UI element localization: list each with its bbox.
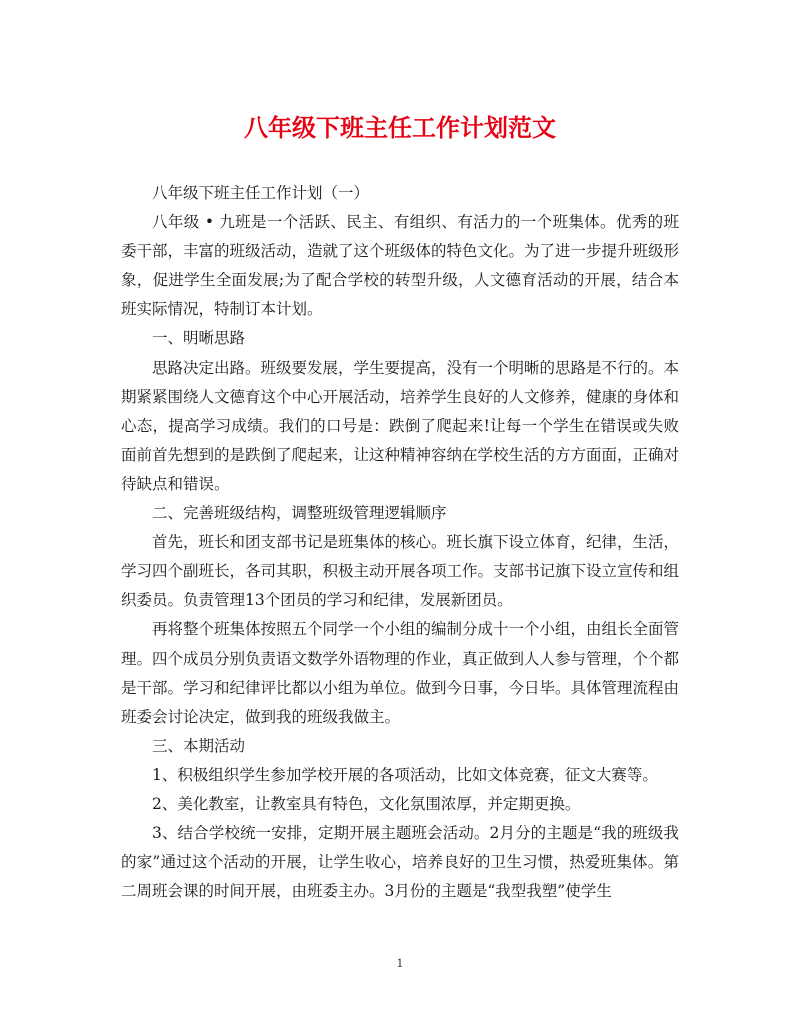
- activity-item-3: 3、结合学校统一安排，定期开展主题班会活动。2月分的主题是“我的班级我的家”通过这个活动的开展，让学生收心，培养良好的卫生习惯，热爱班集体。第二周班会课的时间开展，由班委主办。3月份的主题是“我型我塑”使学生: [121, 824, 679, 901]
- heading-activities: 三、本期活动: [152, 736, 246, 755]
- heading-clear-ideas: 一、明晰思路: [152, 329, 246, 348]
- activity-item-2: 2、美化教室，让教室具有特色，文化氛围浓厚，并定期更换。: [152, 794, 581, 813]
- paragraph-groups: 再将整个班集体按照五个同学一个小组的编制分成十一个小组，由组长全面管理。四个成员分别负责语文数学外语物理的作业，真正做到人人参与管理，个个都是干部。学习和纪律评比都以小组为单位。做到今日事，今日毕。具体管理流程由班委会讨论决定，做到我的班级我做主。: [121, 620, 680, 726]
- heading-class-structure: 二、完善班级结构，调整班级管理逻辑顺序: [152, 504, 447, 523]
- page-number: 1: [396, 957, 404, 970]
- intro-paragraph: 八年级 • 九班是一个活跃、民主、有组织、有活力的一个班集体。优秀的班委干部，丰富的班级活动，造就了这个班级体的特色文化。为了进一步提升班级形象，促进学生全面发展;为了配合学校的转型升级，人文德育活动的开展，结合本班实际情况，特制订本计划。: [121, 213, 680, 319]
- document-title: 八年级下班主任工作计划范文: [244, 113, 556, 142]
- section-title: 八年级下班主任工作计划（一）: [152, 184, 370, 202]
- paragraph-ideas: 思路决定出路。班级要发展，学生要提高，没有一个明晰的思路是不行的。本期紧紧围绕人文德育这个中心开展活动，培养学生良好的人文修养，健康的身体和心态，提高学习成绩。我们的口号是：跌倒了爬起来!让每一个学生在错误或失败面前首先想到的是跌倒了爬起来，让这种精神容纳在学校生活的方方面面，正确对待缺点和错误。: [121, 358, 680, 493]
- paragraph-class-leaders: 首先，班长和团支部书记是班集体的核心。班长旗下设立体育，纪律，生活，学习四个副班长，各司其职，积极主动开展各项工作。支部书记旗下设立宣传和组织委员。负责管理13个团员的学习和纪律，发展新团员。: [121, 533, 680, 610]
- activity-item-1: 1、积极组织学生参加学校开展的各项活动，比如文体竞赛，征文大赛等。: [152, 765, 658, 784]
- document-body: [121, 179, 679, 906]
